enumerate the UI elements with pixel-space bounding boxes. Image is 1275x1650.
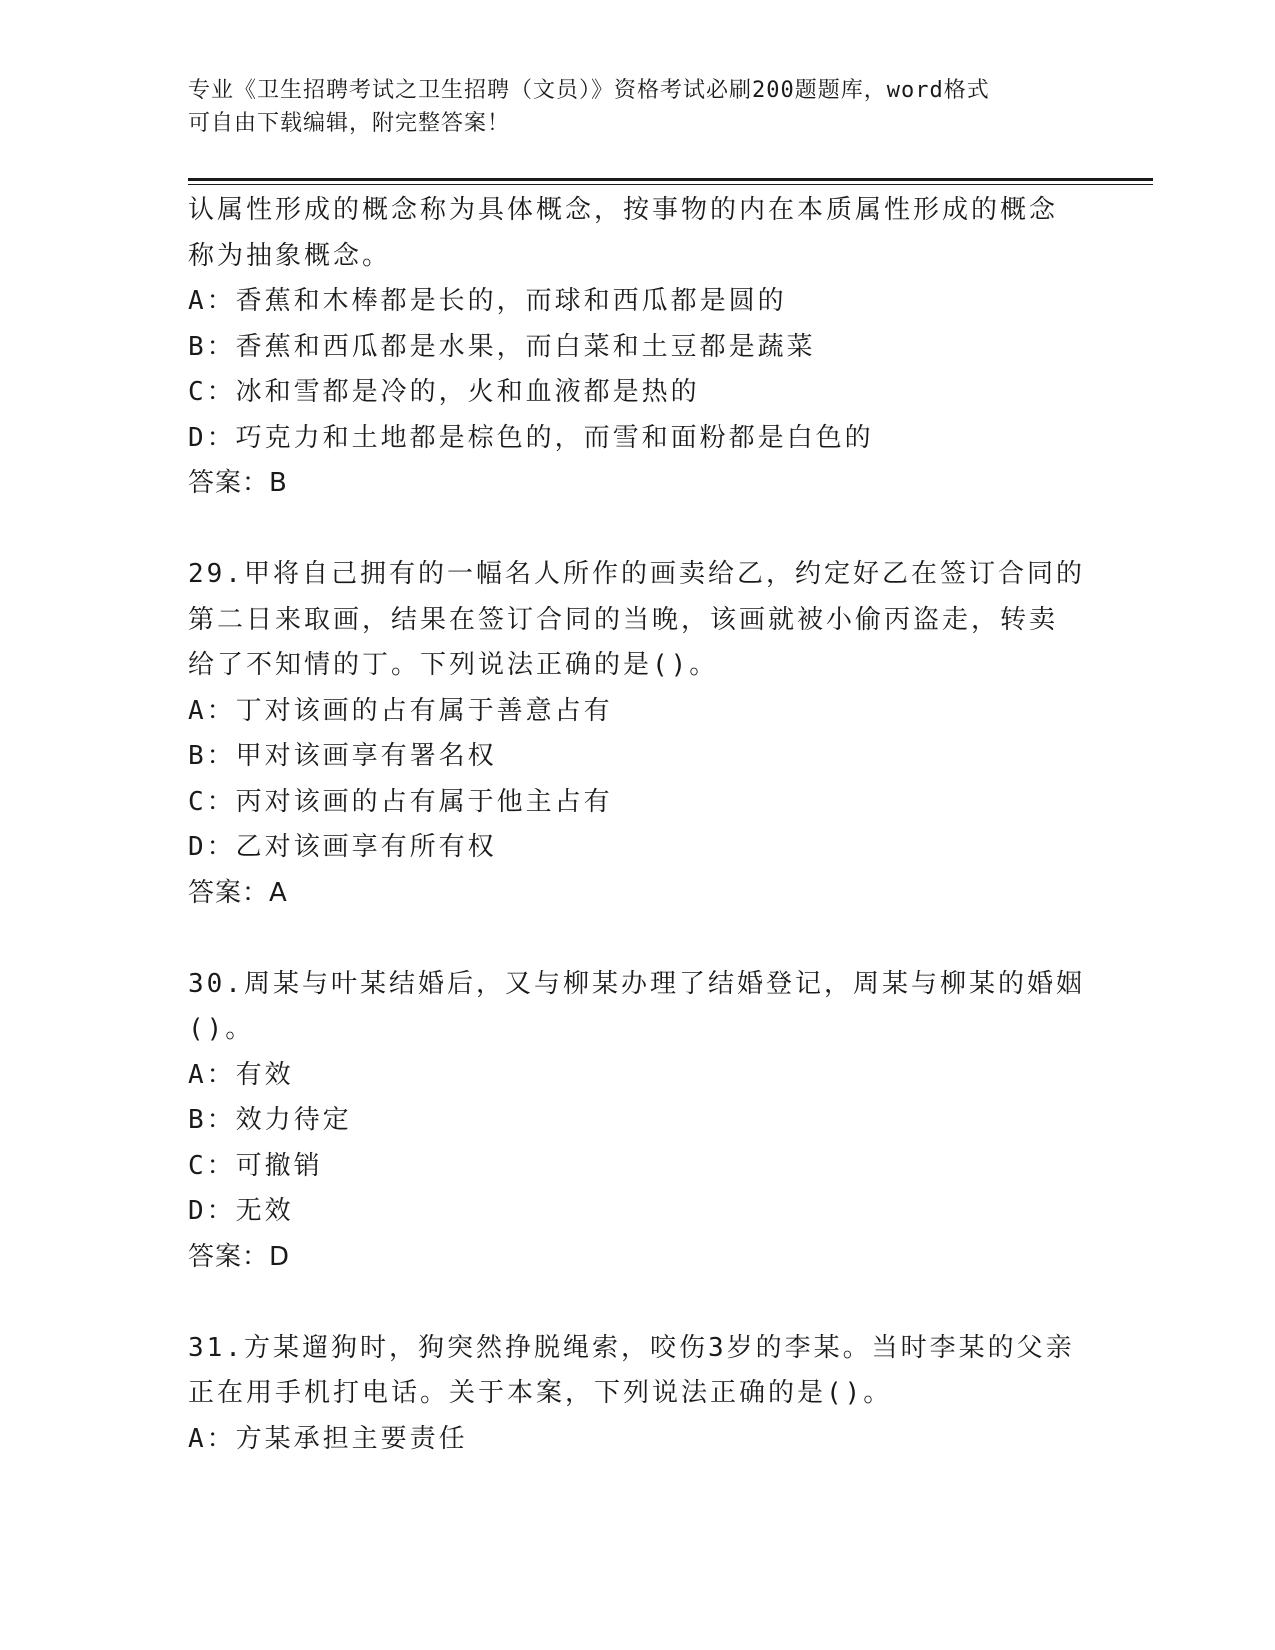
question-31: [188, 1326, 1088, 1463]
question-stem-line: 31.方某遛狗时，狗突然挣脱绳索，咬伤3岁的李某。当时李某的父亲: [188, 1332, 1075, 1363]
option-c: C：冰和雪都是冷的，火和血液都是热的: [188, 377, 700, 407]
header-line: 可自由下载编辑，附完整答案！: [188, 111, 511, 136]
answer-line: 答案：B: [188, 468, 288, 498]
option-d: D：巧克力和土地都是棕色的，而雪和面粉都是白色的: [188, 422, 874, 453]
header-line: 专业《卫生招聘考试之卫生招聘（文员）》资格考试必刷200题题库，word格式: [188, 78, 990, 103]
option-a: A：有效: [188, 1059, 294, 1090]
spacer: [188, 1280, 1088, 1326]
option-d: D：乙对该画享有所有权: [188, 832, 497, 862]
answer-line: 答案：D: [188, 1241, 291, 1272]
document-body: [188, 188, 1088, 1462]
question-stem-line: 正在用手机打电话。关于本案，下列说法正确的是()。: [188, 1378, 893, 1408]
option-a: A：香蕉和木棒都是长的，而球和西瓜都是圆的: [188, 286, 787, 316]
option-c: C：可撤销: [188, 1150, 323, 1181]
header-rule-thick: [188, 178, 1153, 181]
question-30: [188, 962, 1088, 1281]
spacer: [188, 916, 1088, 962]
option-b: B：甲对该画享有署名权: [188, 741, 497, 771]
option-a: A：丁对该画的占有属于善意占有: [188, 695, 613, 726]
question-stem-line: 给了不知情的丁。下列说法正确的是()。: [188, 650, 719, 680]
answer-line: 答案：A: [188, 877, 288, 908]
option-a: A：方某承担主要责任: [188, 1423, 468, 1454]
option-c: C：丙对该画的占有属于他主占有: [188, 786, 613, 817]
page-header: [188, 74, 1088, 140]
question-stem-line: 29.甲将自己拥有的一幅名人所作的画卖给乙，约定好乙在签订合同的: [188, 559, 1085, 589]
question-stem-line: 称为抽象概念。: [188, 240, 392, 271]
option-b: B：香蕉和西瓜都是水果，而白菜和土豆都是蔬菜: [188, 331, 816, 362]
header-rule-thin: [188, 184, 1153, 185]
question-stem-line: ()。: [188, 1014, 255, 1044]
question-28-continued: [188, 188, 1088, 507]
question-stem-line: 30.周某与叶某结婚后，又与柳某办理了结婚登记，周某与柳某的婚姻: [188, 968, 1085, 999]
spacer: [188, 507, 1088, 553]
question-29: [188, 552, 1088, 916]
option-d: D：无效: [188, 1196, 294, 1226]
option-b: B：效力待定: [188, 1105, 352, 1135]
question-stem-line: 第二日来取画，结果在签订合同的当晚，该画就被小偷丙盗走，转卖: [188, 604, 1059, 635]
question-stem-line: 认属性形成的概念称为具体概念，按事物的内在本质属性形成的概念: [188, 195, 1059, 225]
